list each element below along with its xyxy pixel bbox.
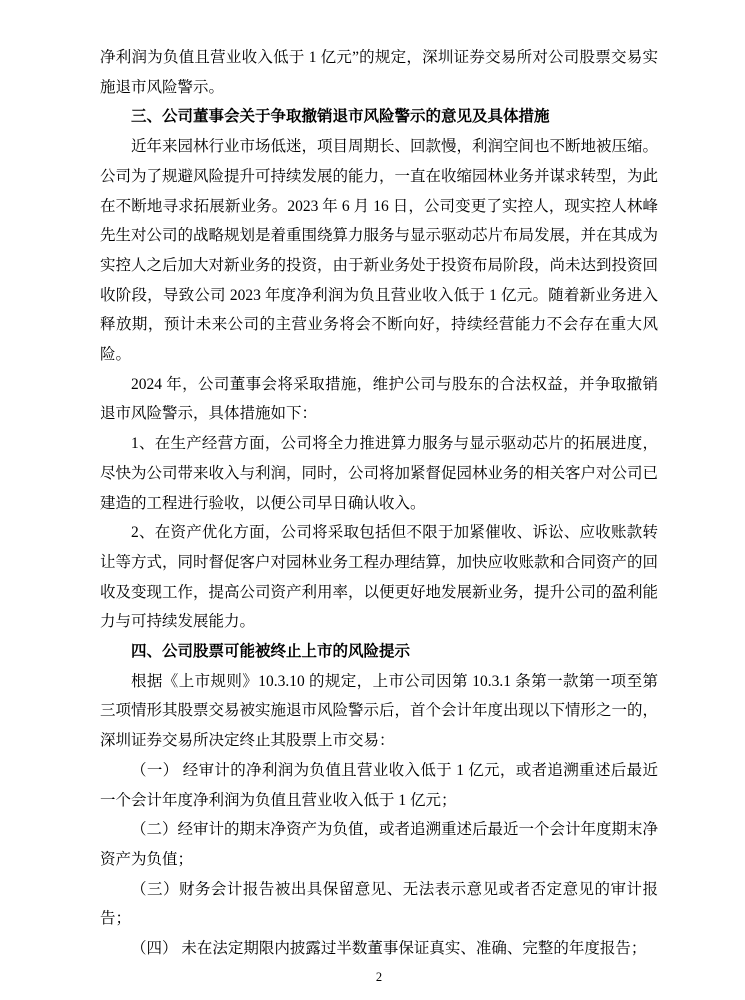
page-number: 2: [375, 970, 383, 984]
section-heading-4: 四、公司股票可能被终止上市的风险提示: [131, 643, 411, 661]
paragraph: 近年来园林行业市场低迷，项目周期长、回款慢，利润空间也不断地被压缩。公司为了规避风险提升可持续发展的能力，一直在收缩园林业务并谋求转型，为此在不断地寻求拓展新业务。2023 年 6 月 16 日，公司变更了实控人，现实控人林峰先生对公司的战略规划是着重围绕算力服务与显示驱动芯片布局发展，并在其成为实控人之后加大对新业务的投资，由于新业务处于投资布局阶段，尚未达到投资回收阶段，导致公司 2023 年度净利润为负且营业收入低于 1 亿元。随着新业务进入释放期，预计未来公司的主营业务将会不断向好，持续经营能力不会存在重大风险。: [100, 138, 659, 364]
paragraph: 2、在资产优化方面，公司将采取包括但不限于加紧催收、诉讼、应收账款转让等方式，同时督促客户对园林业务工程办理结算，加快应收账款和合同资产的回收及变现工作，提高公司资产利用率，以便更好地发展新业务，提升公司的盈利能力与可持续发展能力。: [100, 524, 659, 631]
paragraph: 2024 年，公司董事会将采取措施，维护公司与股东的合法权益，并争取撤销退市风险警示，具体措施如下：: [100, 375, 658, 423]
paragraph: （三）财务会计报告被出具保留意见、无法表示意见或者否定意见的审计报告；: [100, 880, 658, 928]
section-heading-3: 三、公司董事会关于争取撤销退市风险警示的意见及具体措施: [131, 108, 550, 126]
paragraph: 1、在生产经营方面，公司将全力推进算力服务与显示驱动芯片的拓展进度，尽快为公司带来收入与利润，同时，公司将加紧督促园林业务的相关客户对公司已建造的工程进行验收，以便公司早日确认收入。: [100, 435, 659, 512]
paragraph: 净利润为负值且营业收入低于 1 亿元”的规定，深圳证券交易所对公司股票交易实施退市风险警示。: [100, 49, 658, 96]
paragraph: （四） 未在法定期限内披露过半数董事保证真实、准确、完整的年度报告；: [131, 940, 647, 958]
paragraph: （一） 经审计的净利润为负值且营业收入低于 1 亿元，或者追溯重述后最近一个会计年度净利润为负值且营业收入低于 1 亿元；: [100, 761, 658, 809]
document-body: [100, 43, 658, 964]
paragraph: （二）经审计的期末净资产为负值，或者追溯重述后最近一个会计年度期末净资产为负值；: [100, 821, 659, 868]
paragraph: 根据《上市规则》10.3.10 的规定，上市公司因第 10.3.1 条第一款第一项至第三项情形其股票交易被实施退市风险警示后，首个会计年度出现以下情形之一的，深圳证券交易所决定终止其股票上市交易：: [100, 672, 659, 750]
